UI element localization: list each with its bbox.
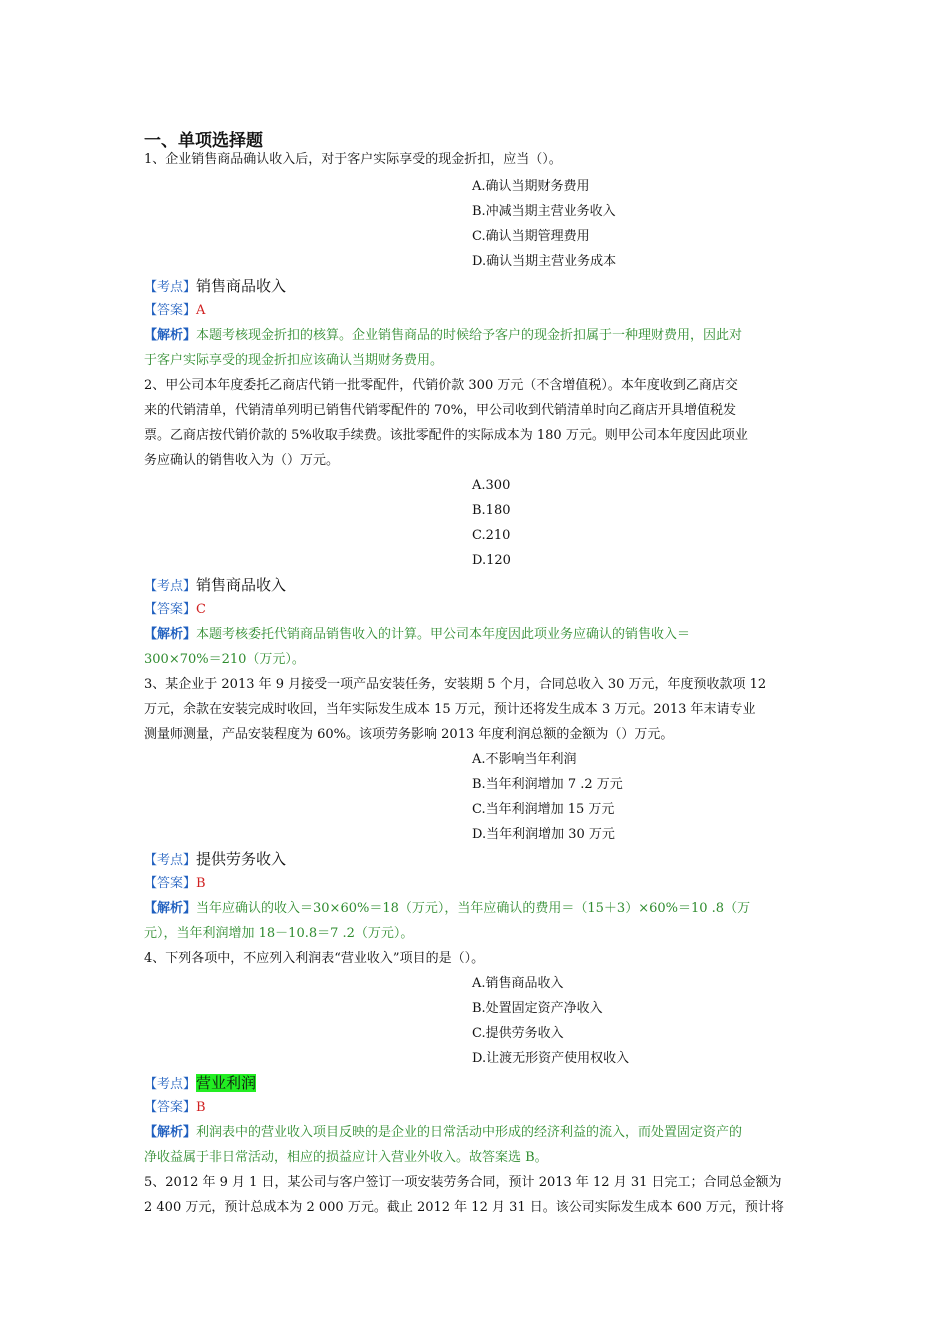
- answer-label: 【答案】: [144, 876, 197, 891]
- section-title: 一、单项选择题: [144, 131, 263, 151]
- analysis-label: 【解析】: [144, 328, 197, 343]
- q2-option-a: A.300: [472, 478, 511, 493]
- q1-answer-row: [144, 301, 205, 321]
- q3-option-b: B.当年利润增加 7 .2 万元: [472, 777, 623, 792]
- q3-option-c: C.当年利润增加 15 万元: [472, 802, 615, 817]
- q3-answer-row: [144, 874, 206, 894]
- q2-stem-line: 2、甲公司本年度委托乙商店代销一批零配件，代销价款 300 万元（不含增值税）。本年度收到乙商店交: [144, 378, 738, 393]
- q4-option-a: A.销售商品收入: [472, 976, 564, 991]
- q4-option-d: D.让渡无形资产使用权收入: [472, 1051, 630, 1066]
- q4-analysis-text: 利润表中的营业收入项目反映的是企业的日常活动中形成的经济利益的流入，而处置固定资产的: [196, 1125, 743, 1140]
- q2-answer-row: [144, 600, 206, 620]
- q3-analysis-text: 当年应确认的收入＝30×60%＝18（万元），当年应确认的费用＝（15＋3）×60%＝10 .8（万: [196, 901, 751, 916]
- q4-analysis-text: 净收益属于非日常活动，相应的损益应计入营业外收入。故答案选 B。: [144, 1150, 548, 1165]
- analysis-label: 【解析】: [144, 627, 197, 642]
- q3-option-d: D.当年利润增加 30 万元: [472, 827, 615, 842]
- q3-option-a: A.不影响当年利润: [472, 752, 577, 767]
- q4-option-b: B.处置固定资产净收入: [472, 1001, 603, 1016]
- q3-stem-line: 万元，余款在安装完成时收回，当年实际发生成本 15 万元，预计还将发生成本 3 万元。2013 年末请专业: [144, 702, 756, 717]
- q2-option-b: B.180: [472, 503, 511, 518]
- q4-answer-row: [144, 1098, 206, 1118]
- q2-kaodian-value: 销售商品收入: [196, 576, 287, 594]
- q3-analysis-text: 元），当年利润增加 18－10.8＝7 .2（万元）。: [144, 926, 414, 941]
- q2-kaodian-row: [144, 575, 286, 597]
- q1-option-a: A.确认当期财务费用: [472, 179, 590, 194]
- analysis-label: 【解析】: [144, 901, 197, 916]
- q2-stem-line: 务应确认的销售收入为（）万元。: [144, 453, 340, 468]
- q4-analysis-row: [144, 1123, 742, 1143]
- q3-kaodian-row: [144, 849, 286, 871]
- q2-stem-line: 来的代销清单，代销清单列明已销售代销零配件的 70%，甲公司收到代销清单时向乙商店开具增值税发: [144, 403, 737, 418]
- q1-analysis-text: 本题考核现金折扣的核算。企业销售商品的时候给予客户的现金折扣属于一种理财费用，因此对: [196, 328, 743, 343]
- q1-analysis-text: 于客户实际享受的现金折扣应该确认当期财务费用。: [144, 353, 444, 368]
- q5-stem-line: 2 400 万元，预计总成本为 2 000 万元。截止 2012 年 12 月 31 日。该公司实际发生成本 600 万元，预计将: [144, 1200, 784, 1215]
- q2-analysis-row: [144, 625, 690, 645]
- kaodian-label: 【考点】: [144, 280, 197, 295]
- q1-option-c: C.确认当期管理费用: [472, 229, 590, 244]
- q4-kaodian-value: 营业利润: [196, 1074, 257, 1092]
- q3-kaodian-value: 提供劳务收入: [196, 850, 287, 868]
- q4-answer-value: B: [196, 1100, 206, 1115]
- q1-option-d: D.确认当期主营业务成本: [472, 254, 617, 269]
- kaodian-label: 【考点】: [144, 579, 197, 594]
- q3-stem-line: 3、某企业于 2013 年 9 月接受一项产品安装任务，安装期 5 个月，合同总收入 30 万元，年度预收款项 12: [144, 677, 767, 692]
- q1-option-b: B.冲减当期主营业务收入: [472, 204, 616, 219]
- q2-analysis-text: 300×70%＝210（万元）。: [144, 652, 305, 667]
- answer-label: 【答案】: [144, 303, 197, 318]
- answer-label: 【答案】: [144, 602, 197, 617]
- q2-option-c: C.210: [472, 528, 511, 543]
- q4-option-c: C.提供劳务收入: [472, 1026, 564, 1041]
- q2-option-d: D.120: [472, 553, 511, 568]
- q2-answer-value: C: [196, 602, 206, 617]
- q2-analysis-text: 本题考核委托代销商品销售收入的计算。甲公司本年度因此项业务应确认的销售收入＝: [196, 627, 691, 642]
- q3-analysis-row: [144, 899, 750, 919]
- q1-stem-line: 1、企业销售商品确认收入后，对于客户实际享受的现金折扣，应当（）。: [144, 152, 562, 167]
- kaodian-label: 【考点】: [144, 853, 197, 868]
- q3-stem-line: 测量师测量，产品安装程度为 60%。该项劳务影响 2013 年度利润总额的金额为（）万元。: [144, 727, 674, 742]
- q4-stem-line: 4、下列各项中，不应列入利润表“营业收入”项目的是（）。: [144, 951, 485, 966]
- q1-analysis-row: [144, 326, 742, 346]
- q3-answer-value: B: [196, 876, 206, 891]
- q1-kaodian-row: [144, 276, 286, 298]
- q4-kaodian-row: [144, 1073, 256, 1095]
- q1-answer-value: A: [196, 303, 206, 318]
- q5-stem-line: 5、2012 年 9 月 1 日，某公司与客户签订一项安装劳务合同，预计 2013 年 12 月 31 日完工；合同总金额为: [144, 1175, 782, 1190]
- answer-label: 【答案】: [144, 1100, 197, 1115]
- q1-kaodian-value: 销售商品收入: [196, 277, 287, 295]
- analysis-label: 【解析】: [144, 1125, 197, 1140]
- kaodian-label: 【考点】: [144, 1077, 197, 1092]
- q2-stem-line: 票。乙商店按代销价款的 5%收取手续费。该批零配件的实际成本为 180 万元。则甲公司本年度因此项业: [144, 428, 748, 443]
